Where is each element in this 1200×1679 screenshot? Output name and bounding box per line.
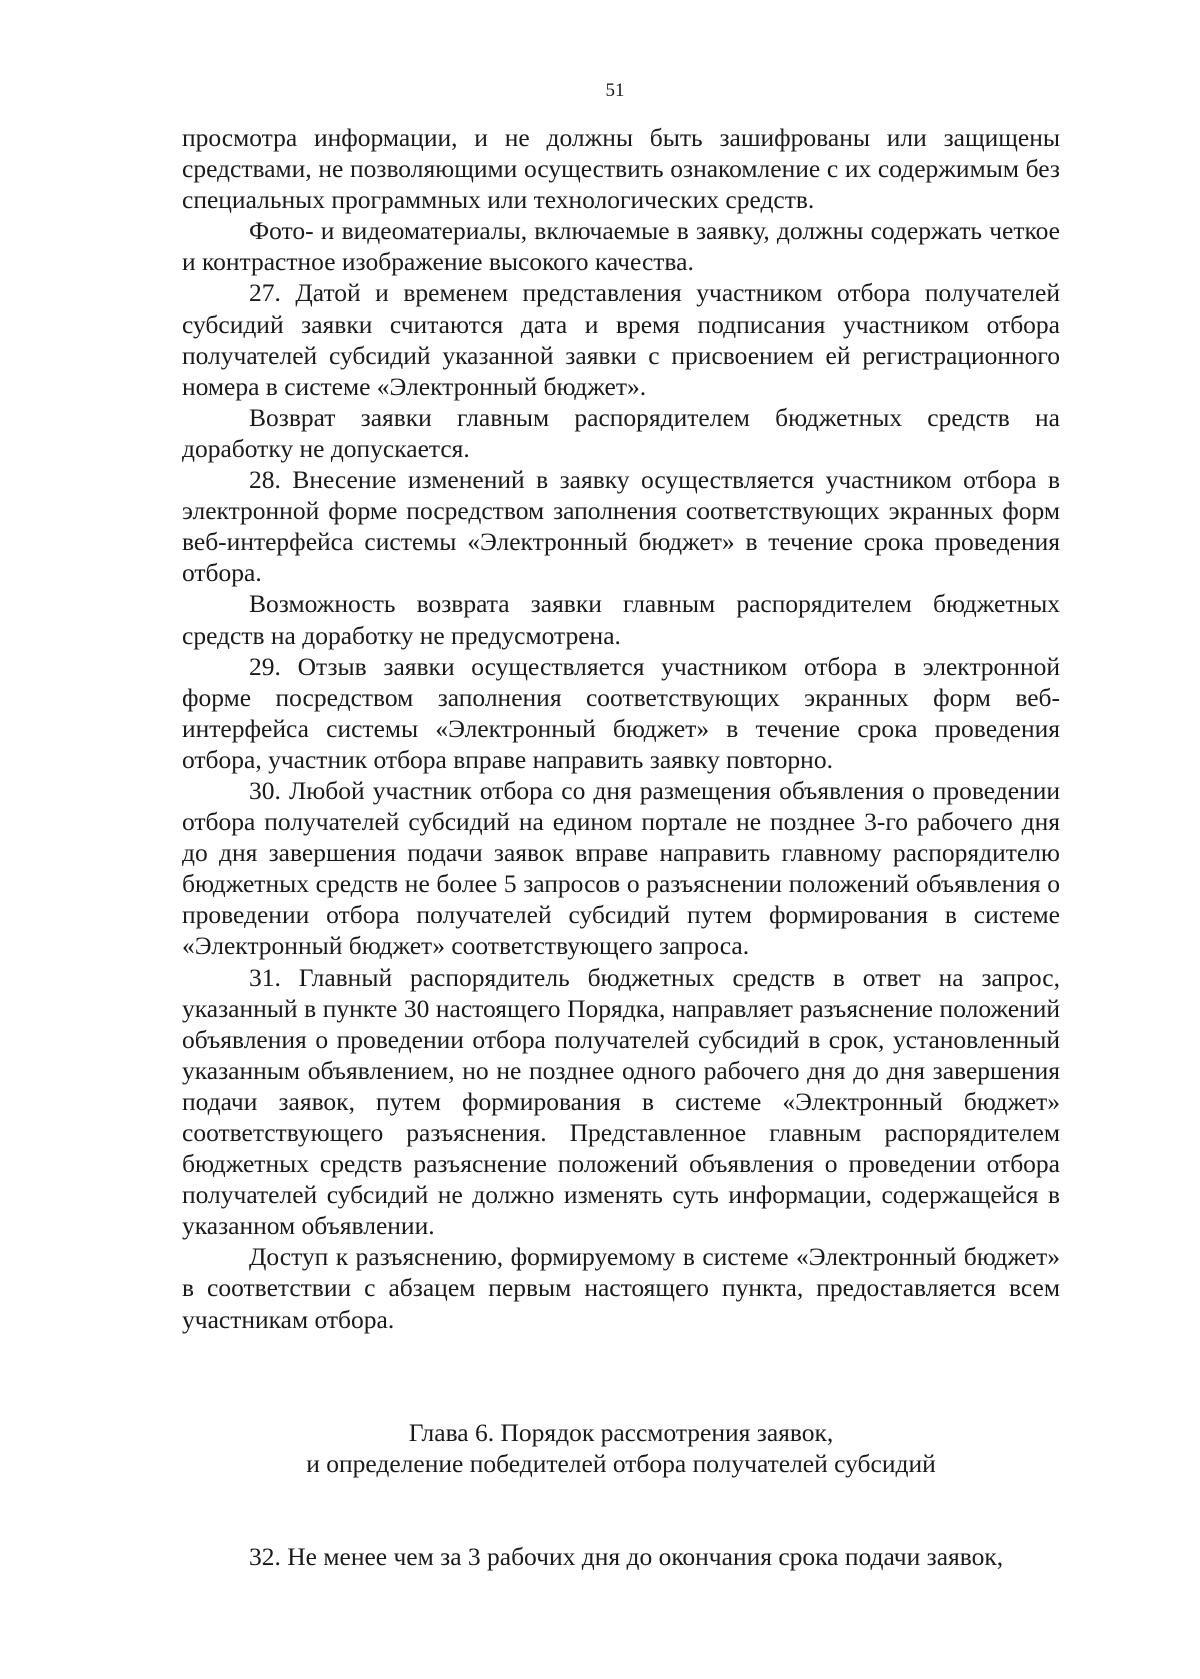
- body-text: [182, 122, 1060, 1335]
- chapter-heading-line-1: Глава 6. Порядок рассмотрения заявок,: [408, 1418, 834, 1447]
- paragraph-item-27: 27. Датой и временем представления участником отбора получателей субсидий заявки считаются дата и время подписания участником отбора получателей субсидий указанной заявки с присвоением ей регистрационного номера в системе «Электронный бюджет».: [182, 278, 1060, 401]
- paragraph-item-31: 31. Главный распорядитель бюджетных средств в ответ на запрос, указанный в пункте 30 настоящего Порядка, направляет разъяснение положений объявления о проведении отбора получателей субсидий в срок, установленный указанным объявлением, но не позднее одного рабочего дня до дня завершения подачи заявок, путем формирования в системе «Электронный бюджет» соответствующего разъяснения. Представленное главным распорядителем бюджетных средств разъяснение положений объявления о проведении отбора получателей субсидий не должно изменять суть информации, содержащейся в указанном объявлении.: [182, 962, 1060, 1241]
- paragraph-photo-video: Фото- и видеоматериалы, включаемые в заявку, должны содержать четкое и контрастное изображение высокого качества.: [182, 216, 1060, 277]
- paragraph-return-not-provided: Возможность возврата заявки главным распорядителем бюджетных средств на доработку не предусмотрена.: [182, 589, 1060, 650]
- paragraph-item-30: 30. Любой участник отбора со дня размещения объявления о проведении отбора получателей субсидий на едином портале не позднее 3-го рабочего дня до дня завершения подачи заявок вправе направить главному распорядителю бюджетных средств не более 5 запросов о разъяснении положений объявления о проведении отбора получателей субсидий путем формирования в системе «Электронный бюджет» соответствующего запроса.: [182, 775, 1060, 961]
- page-number: 51: [605, 80, 625, 101]
- paragraph-access: Доступ к разъяснению, формируемому в системе «Электронный бюджет» в соответствии с абзацем первым настоящего пункта, предоставляется всем участникам отбора.: [182, 1242, 1060, 1334]
- paragraph-return-not-allowed: Возврат заявки главным распорядителем бюджетных средств на доработку не допускается.: [182, 402, 1060, 463]
- chapter-heading-line-2: и определение победителей отбора получателей субсидий: [306, 1449, 936, 1478]
- paragraph-continuation: просмотра информации, и не должны быть зашифрованы или защищены средствами, не позволяющими осуществить ознакомление с их содержимым без специальных программных или технологических средств.: [182, 123, 1060, 215]
- chapter-heading: [182, 1417, 1060, 1479]
- paragraph-item-28: 28. Внесение изменений в заявку осуществляется участником отбора в электронной форме посредством заполнения соответствующих экранных форм веб-интерфейса системы «Электронный бюджет» в течение срока проведения отбора.: [182, 465, 1060, 588]
- paragraph-item-29: 29. Отзыв заявки осуществляется участником отбора в электронной форме посредством заполнения соответствующих экранных форм веб-интерфейса системы «Электронный бюджет» в течение срока проведения отбора, участник отбора вправе направить заявку повторно.: [182, 651, 1060, 774]
- paragraph-item-32: 32. Не менее чем за 3 рабочих дня до окончания срока подачи заявок,: [249, 1542, 1004, 1571]
